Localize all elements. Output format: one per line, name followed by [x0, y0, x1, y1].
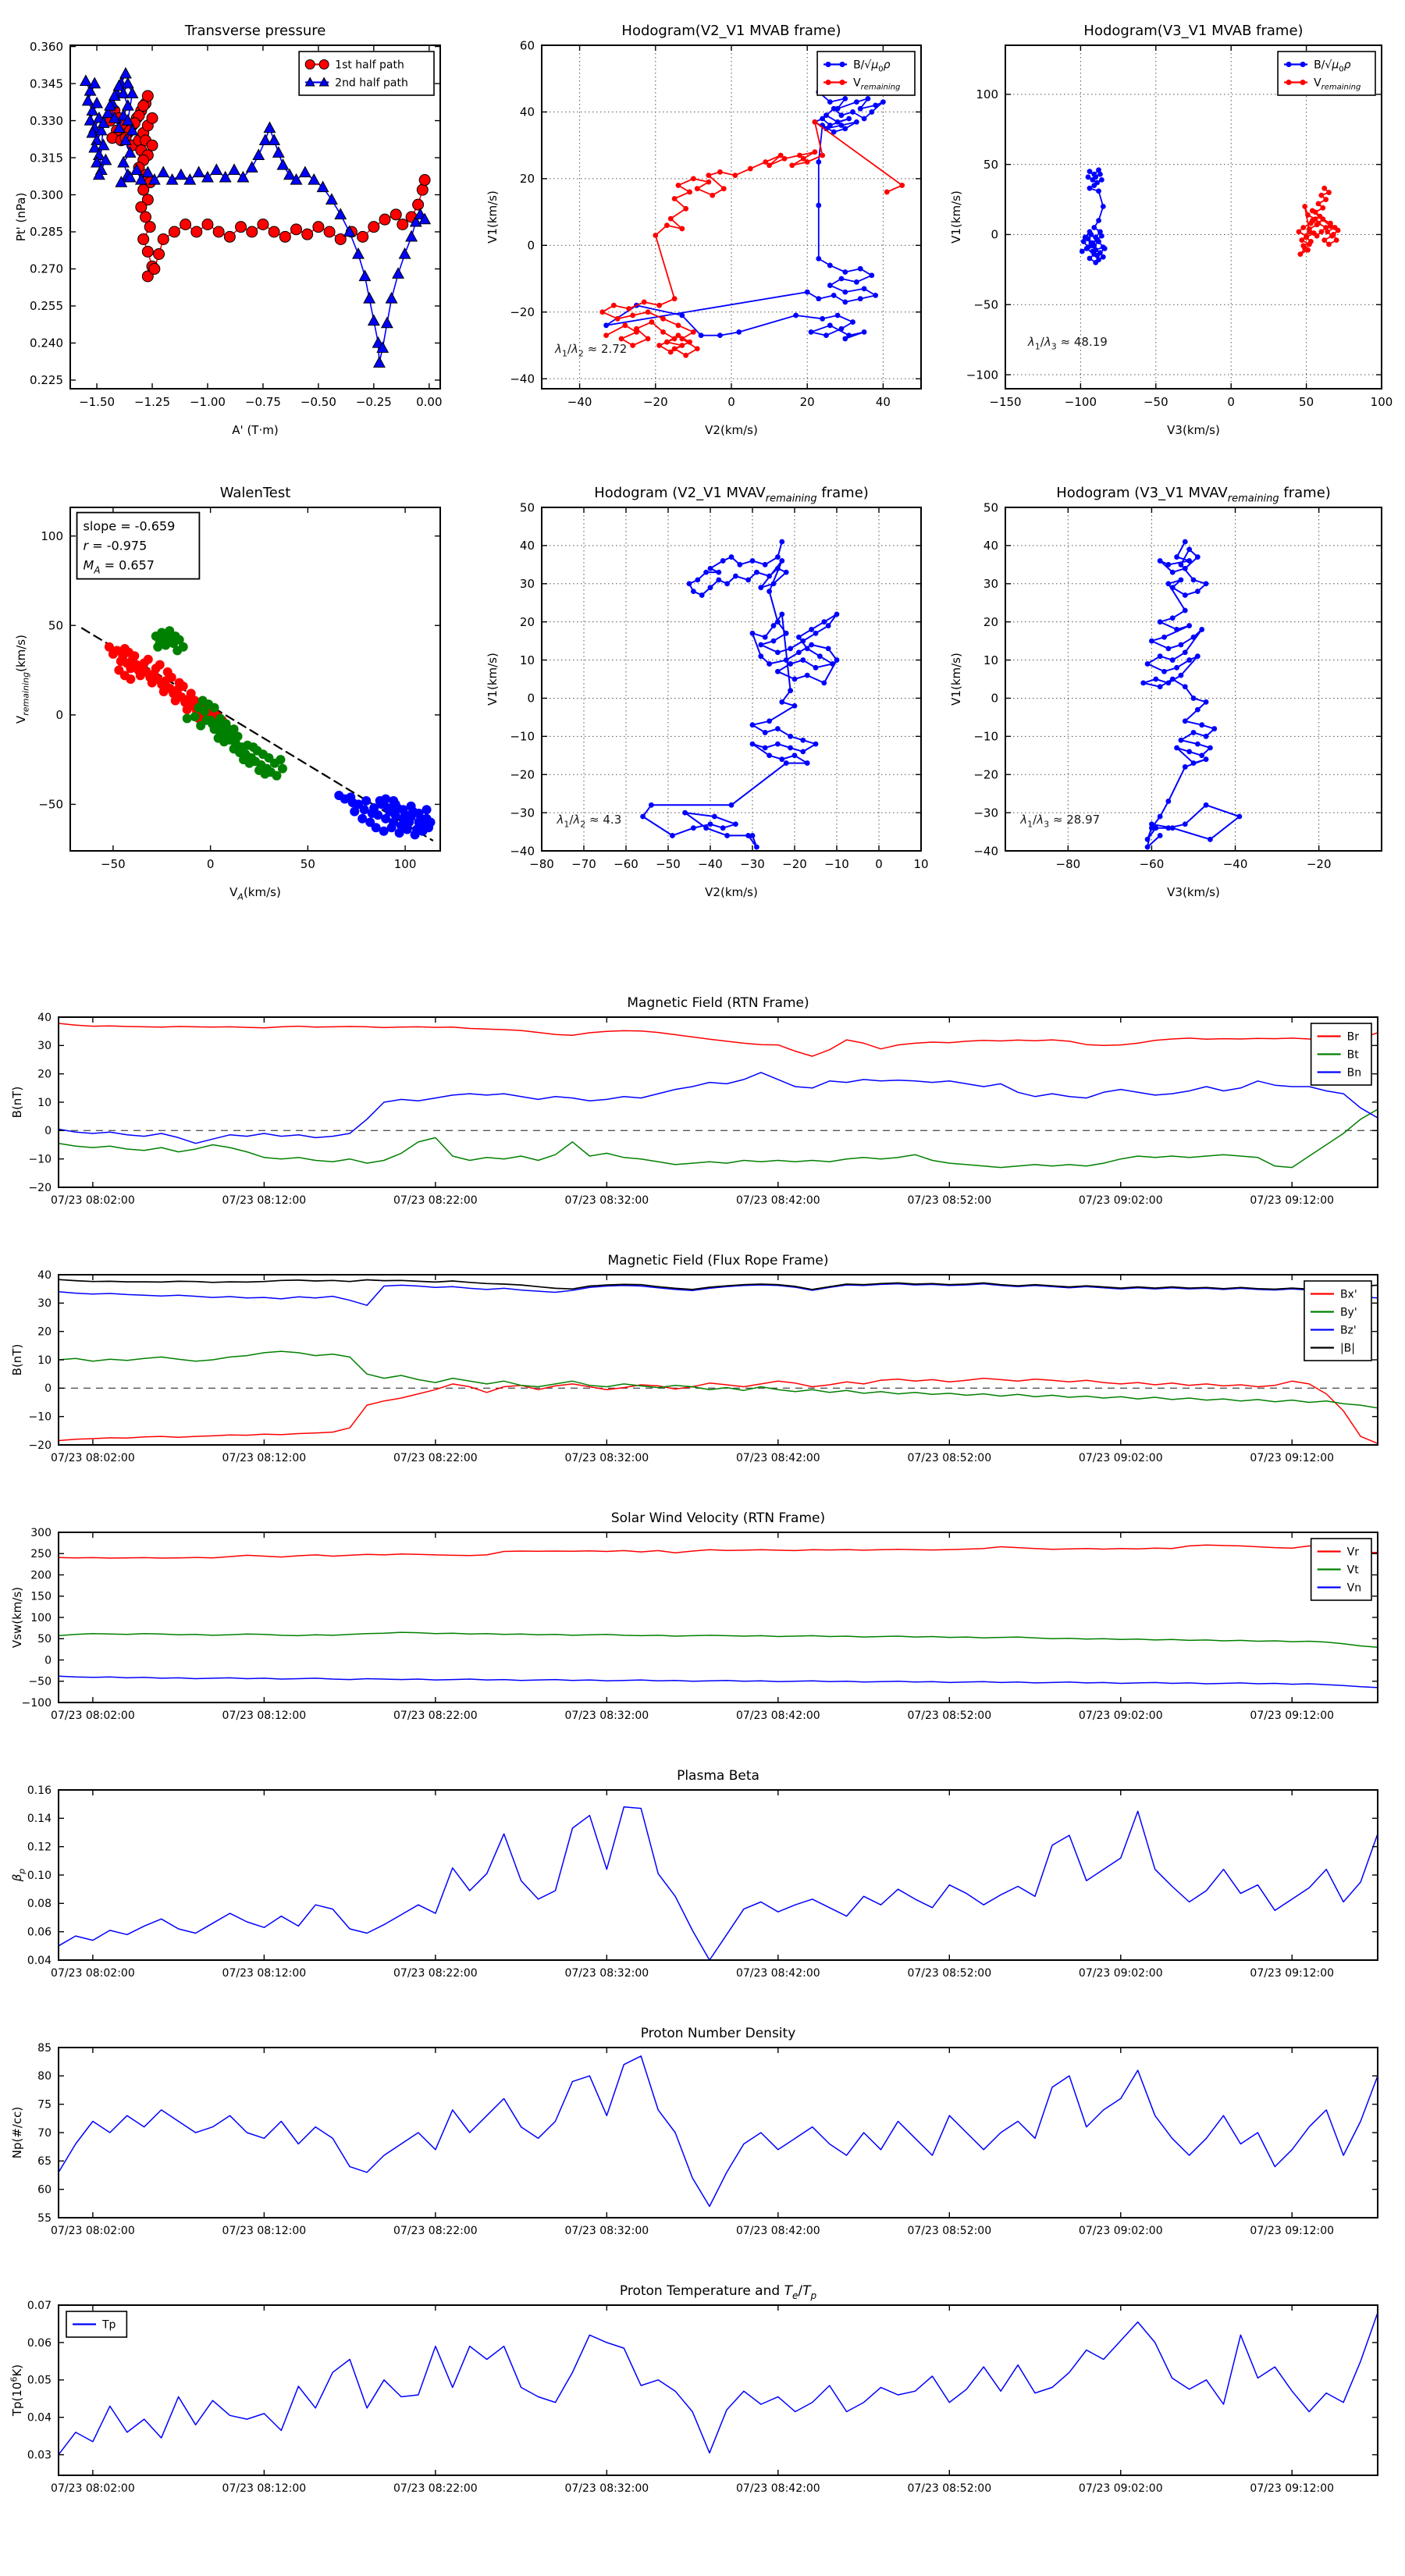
- svg-text:07/23 08:02:00: 07/23 08:02:00: [51, 1452, 135, 1464]
- svg-text:−20: −20: [642, 395, 668, 409]
- svg-text:07/23 08:12:00: 07/23 08:12:00: [222, 2482, 307, 2495]
- svg-text:100: 100: [393, 857, 417, 871]
- svg-text:−50: −50: [973, 297, 998, 312]
- svg-text:200: 200: [30, 1569, 52, 1582]
- svg-text:10: 10: [37, 1096, 52, 1109]
- svg-text:07/23 08:12:00: 07/23 08:12:00: [222, 2225, 307, 2237]
- svg-text:0: 0: [991, 691, 998, 706]
- magnetic-field-rtn-svg: [0, 972, 1405, 1229]
- svg-text:55: 55: [37, 2211, 52, 2225]
- svg-text:−20: −20: [28, 1439, 52, 1452]
- series-Vt: [59, 1632, 1378, 1647]
- svg-text:0.345: 0.345: [30, 76, 63, 91]
- svg-text:20: 20: [799, 395, 815, 409]
- svg-text:07/23 08:22:00: 07/23 08:22:00: [393, 1710, 478, 1722]
- series-Bx-prime: [59, 1379, 1378, 1444]
- legend: [299, 52, 434, 95]
- svg-text:Vn: Vn: [1346, 1582, 1362, 1595]
- svg-text:−30: −30: [740, 857, 765, 871]
- svg-text:07/23 08:22:00: 07/23 08:22:00: [393, 2225, 478, 2237]
- eigenvalue-annotation: $\lambda_1/\lambda_2 \approx 2.72$: [555, 341, 628, 359]
- svg-text:Vremaining: $V_{remaining}$: [1314, 76, 1361, 92]
- hodogram-v3v1-mvab-svg: [937, 6, 1405, 457]
- svg-text:−40: −40: [510, 372, 535, 386]
- svg-text:30: 30: [983, 577, 998, 592]
- svg-text:0: 0: [527, 691, 535, 706]
- svg-text:250: 250: [30, 1548, 52, 1561]
- svg-text:0.255: 0.255: [30, 299, 63, 314]
- svg-text:150: 150: [30, 1590, 52, 1603]
- svg-text:20: 20: [519, 614, 535, 629]
- svg-text:0.04: 0.04: [27, 1954, 52, 1967]
- x-axis-label: V2(km/s): [705, 423, 758, 437]
- proton-number-density-svg: [0, 2002, 1405, 2260]
- svg-text:40: 40: [37, 1011, 52, 1024]
- svg-text:0: 0: [44, 1125, 52, 1138]
- y-axis-label: B(nT): [10, 1086, 24, 1119]
- x-axis-label: $V_A(km/s)$: [229, 885, 281, 902]
- svg-text:−30: −30: [510, 806, 535, 820]
- y-axis-label: $\beta_p$: [10, 1868, 27, 1882]
- svg-text:−100: −100: [21, 1696, 52, 1710]
- svg-text:Bn: Bn: [1346, 1066, 1362, 1080]
- walen-test-svg: [0, 461, 468, 920]
- svg-text:0.08: 0.08: [27, 1898, 52, 1911]
- series-beta-p: [59, 1807, 1378, 1960]
- series-Vr: [59, 1545, 1378, 1558]
- series-v-trace: [1140, 539, 1242, 850]
- axis-frame: [1005, 507, 1382, 851]
- svg-text:07/23 08:42:00: 07/23 08:42:00: [735, 2225, 820, 2237]
- svg-text:07/23 09:02:00: 07/23 09:02:00: [1078, 1710, 1163, 1722]
- svg-text:−10: −10: [28, 1411, 52, 1424]
- svg-text:07/23 08:32:00: 07/23 08:32:00: [564, 1452, 649, 1464]
- svg-text:100: 100: [30, 1611, 52, 1624]
- plasma-beta-svg: [0, 1745, 1405, 2002]
- svg-text:07/23 08:12:00: 07/23 08:12:00: [222, 1710, 307, 1722]
- svg-text:07/23 09:02:00: 07/23 09:02:00: [1078, 2482, 1163, 2495]
- magnetic-field-flux-rope-svg: [0, 1229, 1405, 1487]
- svg-text:07/23 08:52:00: 07/23 08:52:00: [907, 1710, 992, 1722]
- svg-text:−10: −10: [973, 729, 998, 744]
- hodogram-v3v1-mvav-svg: [937, 461, 1405, 920]
- legend: [66, 2311, 126, 2337]
- svg-text:0.06: 0.06: [27, 2336, 52, 2350]
- series-Bn: [59, 1073, 1378, 1144]
- svg-text:07/23 08:22:00: 07/23 08:22:00: [393, 1452, 478, 1464]
- svg-text:60: 60: [519, 38, 535, 53]
- svg-text:Bt: Bt: [1346, 1048, 1359, 1062]
- svg-text:Br: Br: [1346, 1030, 1360, 1044]
- svg-text:85: 85: [37, 2041, 52, 2055]
- svg-text:50: 50: [300, 857, 315, 871]
- svg-text:slope = -0.659: slope = -0.659: [83, 518, 176, 534]
- y-axis-label: $Tp(10^6K)$: [9, 2364, 24, 2417]
- svg-text:07/23 08:12:00: 07/23 08:12:00: [222, 1967, 307, 1980]
- svg-text:0.360: 0.360: [30, 39, 63, 54]
- svg-text:0.270: 0.270: [30, 262, 63, 276]
- svg-text:40: 40: [519, 539, 535, 553]
- chart-title: Magnetic Field (RTN Frame): [627, 995, 809, 1011]
- legend: [1304, 1281, 1371, 1361]
- hodogram-v3v1-mvab-plot: [937, 6, 1405, 457]
- svg-text:50: 50: [48, 618, 63, 633]
- svg-text:−80: −80: [1055, 857, 1081, 871]
- svg-text:07/23 09:12:00: 07/23 09:12:00: [1250, 2225, 1335, 2237]
- svg-text:−40: −40: [698, 857, 723, 871]
- svg-text:40: 40: [983, 539, 998, 553]
- svg-text:07/23 08:02:00: 07/23 08:02:00: [51, 1194, 135, 1207]
- svg-text:30: 30: [37, 1297, 52, 1311]
- svg-text:300: 300: [30, 1526, 52, 1539]
- ticks: [59, 1790, 1378, 1960]
- series-V-remaining: [1297, 186, 1341, 257]
- svg-text:50: 50: [1299, 395, 1314, 409]
- svg-text:Bz': Bz': [1339, 1324, 1357, 1337]
- svg-text:0.240: 0.240: [30, 336, 63, 350]
- series-B-magnitude: [59, 1279, 1378, 1291]
- svg-text:07/23 08:22:00: 07/23 08:22:00: [393, 2482, 478, 2495]
- svg-text:07/23 08:22:00: 07/23 08:22:00: [393, 1967, 478, 1980]
- svg-text:20: 20: [37, 1325, 52, 1339]
- svg-text:07/23 09:12:00: 07/23 09:12:00: [1250, 2482, 1335, 2495]
- svg-text:0: 0: [44, 1382, 52, 1396]
- svg-text:−50: −50: [38, 797, 63, 812]
- svg-text:0.225: 0.225: [30, 373, 63, 388]
- svg-text:07/23 08:42:00: 07/23 08:42:00: [735, 1194, 820, 1207]
- legend: [1311, 1023, 1371, 1085]
- svg-text:−10: −10: [28, 1153, 52, 1166]
- svg-text:07/23 09:02:00: 07/23 09:02:00: [1078, 1194, 1163, 1207]
- svg-text:50: 50: [519, 500, 535, 515]
- svg-text:−20: −20: [1306, 857, 1332, 871]
- svg-text:Vremaining: $V_{remaining}$: [853, 76, 901, 92]
- svg-text:|B|: |B|: [1339, 1342, 1356, 1355]
- svg-text:07/23 08:32:00: 07/23 08:32:00: [564, 1194, 649, 1207]
- grid: [1005, 507, 1382, 851]
- svg-text:07/23 09:12:00: 07/23 09:12:00: [1250, 1710, 1335, 1722]
- series-B-alfven: [1080, 167, 1108, 265]
- svg-text:60: 60: [37, 2183, 52, 2197]
- svg-text:50: 50: [983, 157, 998, 172]
- svg-text:MA = 0.657: $M_A = 0.657$: [83, 557, 155, 576]
- y-axis-label: Np(#/cc): [10, 2106, 24, 2159]
- y-axis-label: V1(km/s): [949, 190, 963, 244]
- svg-text:0.285: 0.285: [30, 225, 63, 240]
- y-axis-label: $V_{remaining}(km/s)$: [14, 635, 31, 724]
- svg-text:07/23 08:32:00: 07/23 08:32:00: [564, 2482, 649, 2495]
- svg-text:07/23 08:32:00: 07/23 08:32:00: [564, 1967, 649, 1980]
- svg-text:20: 20: [37, 1068, 52, 1081]
- svg-text:07/23 08:32:00: 07/23 08:32:00: [564, 2225, 649, 2237]
- svg-text:07/23 08:32:00: 07/23 08:32:00: [564, 1710, 649, 1722]
- svg-text:−70: −70: [571, 857, 596, 871]
- series-1st-half-path: [105, 91, 430, 282]
- axis-frame: [59, 1790, 1378, 1960]
- axis-frame: [59, 1275, 1378, 1445]
- svg-text:50: 50: [983, 500, 998, 515]
- svg-text:07/23 09:12:00: 07/23 09:12:00: [1250, 1452, 1335, 1464]
- svg-text:B/√μ0ρ: $B/√\mu_0\rho$: [853, 59, 891, 74]
- ticks: [59, 1275, 1378, 1445]
- svg-text:−60: −60: [1139, 857, 1165, 871]
- chart-title: Hodogram (V3_V1 $MVAV_{remaining}$ frame): [1056, 485, 1331, 505]
- hodogram-v2v1-mvab-plot: [475, 6, 935, 457]
- hodogram-v2v1-mvav-svg: [475, 461, 935, 920]
- svg-text:−60: −60: [614, 857, 638, 871]
- eigenvalue-annotation: $\lambda_1/\lambda_3 \approx 48.19$: [1027, 335, 1108, 352]
- series-V-remaining: [599, 119, 905, 358]
- svg-text:0: 0: [44, 1654, 52, 1667]
- svg-text:−20: −20: [782, 857, 807, 871]
- svg-text:0.03: 0.03: [27, 2449, 52, 2462]
- svg-text:−0.25: −0.25: [355, 395, 392, 409]
- svg-text:0: 0: [527, 238, 535, 253]
- svg-text:0.330: 0.330: [30, 113, 63, 128]
- svg-text:1st half path: 1st half path: [335, 59, 404, 72]
- svg-text:Bx': Bx': [1339, 1288, 1357, 1301]
- svg-text:10: 10: [37, 1354, 52, 1367]
- svg-text:0: 0: [55, 708, 63, 723]
- y-axis-label: Vsw(km/s): [10, 1586, 24, 1649]
- stats-box: [77, 513, 200, 579]
- svg-text:Tp: Tp: [102, 2318, 116, 2332]
- svg-text:07/23 09:12:00: 07/23 09:12:00: [1250, 1967, 1335, 1980]
- svg-text:0.12: 0.12: [27, 1841, 52, 1854]
- y-axis-label: V1(km/s): [949, 653, 963, 706]
- eigenvalue-annotation: $\lambda_1/\lambda_2 \approx 4.3$: [557, 812, 622, 830]
- solar-wind-velocity-svg: [0, 1487, 1405, 1745]
- svg-text:0.07: 0.07: [27, 2299, 52, 2312]
- series-Tp: [59, 2313, 1378, 2455]
- axis-frame: [59, 2048, 1378, 2218]
- series-2nd-half-path: [80, 68, 431, 367]
- svg-text:07/23 09:02:00: 07/23 09:02:00: [1078, 2225, 1163, 2237]
- svg-text:−80: −80: [529, 857, 554, 871]
- svg-text:07/23 09:02:00: 07/23 09:02:00: [1078, 1452, 1163, 1464]
- svg-text:0.14: 0.14: [27, 1813, 52, 1826]
- chart-title: Solar Wind Velocity (RTN Frame): [610, 1510, 826, 1526]
- svg-text:07/23 08:02:00: 07/23 08:02:00: [51, 2225, 135, 2237]
- svg-text:−1.00: −1.00: [189, 395, 226, 409]
- svg-text:07/23 08:42:00: 07/23 08:42:00: [735, 1710, 820, 1722]
- chart-title: WalenTest: [219, 485, 291, 501]
- axis-frame: [59, 1017, 1378, 1187]
- axis-frame: [59, 2305, 1378, 2475]
- svg-text:70: 70: [37, 2126, 52, 2140]
- svg-text:07/23 08:12:00: 07/23 08:12:00: [222, 1194, 307, 1207]
- chart-title: Hodogram(V3_V1 MVAB frame): [1083, 23, 1304, 39]
- magnetic-field-flux-rope-plot: [0, 1229, 1405, 1487]
- svg-text:−50: −50: [28, 1675, 52, 1688]
- series-Bt: [59, 1109, 1378, 1168]
- eigenvalue-annotation: $\lambda_1/\lambda_3 \approx 28.97$: [1020, 812, 1101, 830]
- svg-text:75: 75: [37, 2098, 52, 2112]
- x-axis-label: A' (T·m): [232, 423, 279, 437]
- svg-text:Vt: Vt: [1346, 1564, 1359, 1577]
- svg-text:0.10: 0.10: [27, 1869, 52, 1882]
- chart-title: Transverse pressure: [184, 23, 326, 39]
- svg-text:07/23 09:12:00: 07/23 09:12:00: [1250, 1194, 1335, 1207]
- svg-text:07/23 09:02:00: 07/23 09:02:00: [1078, 1967, 1163, 1980]
- grid: [542, 45, 921, 389]
- svg-text:0: 0: [991, 227, 998, 242]
- svg-text:Vr: Vr: [1346, 1546, 1359, 1559]
- svg-text:−10: −10: [824, 857, 849, 871]
- svg-text:−40: −40: [510, 844, 535, 859]
- series-v-trace: [640, 539, 839, 850]
- svg-text:0: 0: [206, 857, 215, 871]
- hodogram-v2v1-mvav-plot: [475, 461, 935, 920]
- svg-text:−20: −20: [510, 767, 535, 782]
- magnetic-field-rtn-plot: [0, 972, 1405, 1229]
- svg-text:−0.50: −0.50: [300, 395, 336, 409]
- svg-text:−50: −50: [656, 857, 681, 871]
- svg-text:10: 10: [983, 653, 998, 667]
- svg-text:0.300: 0.300: [30, 187, 63, 202]
- series-By-prime: [59, 1351, 1378, 1408]
- chart-title: Hodogram(V2_V1 MVAB frame): [621, 23, 841, 39]
- plasma-beta-plot: [0, 1745, 1405, 2002]
- x-axis-label: V2(km/s): [705, 885, 758, 899]
- hodogram-v3v1-mvav-plot: [937, 461, 1405, 920]
- svg-text:07/23 08:52:00: 07/23 08:52:00: [907, 1194, 992, 1207]
- chart-title: Plasma Beta: [677, 1768, 759, 1784]
- svg-text:−100: −100: [966, 368, 998, 382]
- svg-text:−40: −40: [567, 395, 592, 409]
- svg-text:−50: −50: [101, 857, 126, 871]
- svg-text:100: 100: [41, 528, 63, 543]
- series-Vn: [59, 1676, 1378, 1688]
- ticks: [59, 1532, 1378, 1703]
- svg-text:−20: −20: [973, 767, 998, 782]
- svg-text:07/23 08:22:00: 07/23 08:22:00: [393, 1194, 478, 1207]
- svg-text:30: 30: [37, 1040, 52, 1053]
- y-axis-label: Pt' (nPa): [14, 192, 28, 242]
- ticks: [59, 1017, 1378, 1187]
- svg-text:40: 40: [875, 395, 891, 409]
- svg-text:0.06: 0.06: [27, 1926, 52, 1939]
- hodogram-v2v1-mvab-svg: [475, 6, 935, 457]
- svg-text:−20: −20: [510, 304, 535, 319]
- svg-text:−150: −150: [989, 395, 1022, 409]
- svg-text:0.05: 0.05: [27, 2374, 52, 2387]
- svg-text:07/23 08:12:00: 07/23 08:12:00: [222, 1452, 307, 1464]
- svg-text:B/√μ0ρ: $B/√\mu_0\rho$: [1314, 59, 1351, 74]
- y-axis-label: V1(km/s): [486, 190, 500, 244]
- walen-test-plot: [0, 461, 468, 920]
- svg-text:0: 0: [1227, 395, 1235, 409]
- svg-text:100: 100: [976, 87, 998, 102]
- chart-title: Proton Temperature and $T_e/T_p$: [619, 2283, 817, 2302]
- svg-text:0.00: 0.00: [416, 395, 443, 409]
- svg-text:−50: −50: [1143, 395, 1168, 409]
- chart-title: Hodogram (V2_V1 $MVAV_{remaining}$ frame): [594, 485, 869, 505]
- x-axis-label: V3(km/s): [1167, 885, 1220, 899]
- svg-text:07/23 08:52:00: 07/23 08:52:00: [907, 2225, 992, 2237]
- chart-title: Proton Number Density: [640, 2026, 796, 2041]
- proton-temperature-svg: [0, 2260, 1405, 2517]
- svg-text:10: 10: [913, 857, 929, 871]
- svg-text:0: 0: [727, 395, 735, 409]
- legend: [1278, 52, 1375, 95]
- legend: [1311, 1539, 1371, 1600]
- svg-text:40: 40: [37, 1268, 52, 1282]
- svg-text:0.16: 0.16: [27, 1784, 52, 1797]
- svg-text:07/23 08:02:00: 07/23 08:02:00: [51, 2482, 135, 2495]
- ticks: [1005, 507, 1382, 851]
- svg-text:−1.25: −1.25: [134, 395, 171, 409]
- svg-text:50: 50: [37, 1633, 52, 1646]
- svg-text:20: 20: [519, 172, 535, 187]
- svg-text:07/23 08:42:00: 07/23 08:42:00: [735, 2482, 820, 2495]
- svg-text:07/23 08:52:00: 07/23 08:52:00: [907, 1452, 992, 1464]
- svg-text:100: 100: [1370, 395, 1393, 409]
- svg-text:07/23 08:02:00: 07/23 08:02:00: [51, 1967, 135, 1980]
- svg-text:−100: −100: [1064, 395, 1097, 409]
- svg-text:−1.50: −1.50: [79, 395, 116, 409]
- axis-frame: [59, 1532, 1378, 1703]
- svg-text:−0.75: −0.75: [244, 395, 281, 409]
- svg-text:−40: −40: [1222, 857, 1248, 871]
- svg-text:2nd half path: 2nd half path: [335, 76, 408, 90]
- series-Np: [59, 2056, 1378, 2207]
- proton-number-density-plot: [0, 2002, 1405, 2260]
- series-Br: [59, 1023, 1378, 1056]
- svg-text:0: 0: [875, 857, 883, 871]
- y-axis-label: B(nT): [10, 1343, 24, 1376]
- transverse-pressure-svg: [0, 6, 468, 457]
- svg-text:10: 10: [519, 653, 535, 667]
- svg-text:20: 20: [983, 614, 998, 629]
- proton-temperature-plot: [0, 2260, 1405, 2517]
- svg-text:−10: −10: [510, 729, 535, 744]
- svg-text:07/23 08:42:00: 07/23 08:42:00: [735, 1967, 820, 1980]
- svg-text:07/23 08:42:00: 07/23 08:42:00: [735, 1452, 820, 1464]
- svg-text:07/23 08:52:00: 07/23 08:52:00: [907, 2482, 992, 2495]
- svg-text:65: 65: [37, 2155, 52, 2169]
- svg-text:07/23 08:02:00: 07/23 08:02:00: [51, 1710, 135, 1722]
- ticks: [59, 2048, 1378, 2218]
- series-cluster-blue: [334, 791, 435, 839]
- legend: [817, 52, 915, 95]
- y-axis-label: V1(km/s): [486, 653, 500, 706]
- svg-text:30: 30: [519, 577, 535, 592]
- svg-text:80: 80: [37, 2070, 52, 2083]
- svg-text:r = -0.975: r = -0.975: [83, 538, 148, 553]
- svg-text:−40: −40: [973, 844, 998, 859]
- svg-text:−30: −30: [973, 806, 998, 820]
- svg-text:07/23 08:52:00: 07/23 08:52:00: [907, 1967, 992, 1980]
- svg-text:−20: −20: [28, 1181, 52, 1194]
- svg-text:By': By': [1339, 1306, 1357, 1319]
- svg-text:0.04: 0.04: [27, 2411, 52, 2425]
- svg-text:0.315: 0.315: [30, 151, 63, 165]
- x-axis-label: V3(km/s): [1167, 423, 1220, 437]
- svg-text:40: 40: [519, 105, 535, 119]
- ticks: [59, 2305, 1378, 2475]
- transverse-pressure-plot: [0, 6, 468, 457]
- solar-wind-velocity-plot: [0, 1487, 1405, 1745]
- chart-title: Magnetic Field (Flux Rope Frame): [607, 1253, 829, 1268]
